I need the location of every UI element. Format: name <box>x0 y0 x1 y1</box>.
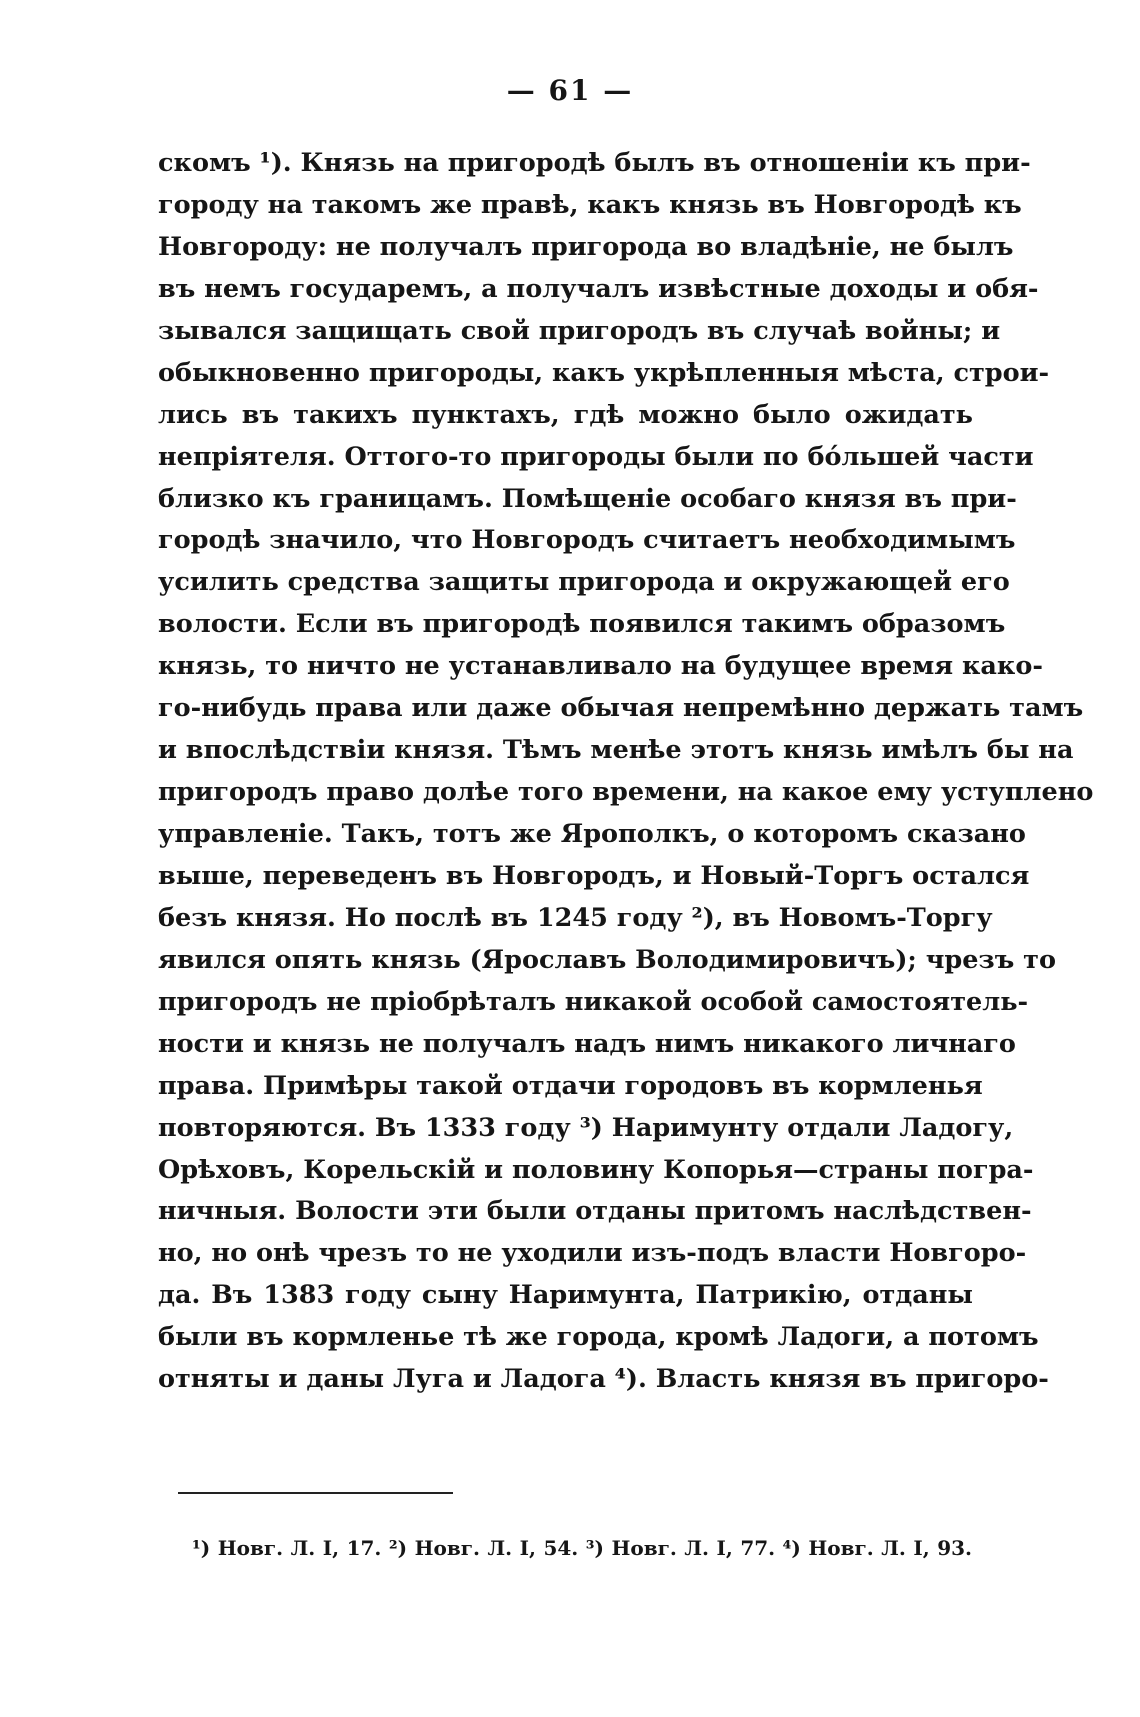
text-line: Орѣховъ, Корельскій и половину Копорья—страны погра- <box>158 1154 1034 1185</box>
text-line: отняты и даны Луга и Ладога ⁴). Власть князя въ пригоро- <box>158 1364 1049 1395</box>
text-line: го-нибудь права или даже обычая непремѣнно держать тамъ <box>158 693 1084 724</box>
text-line: были въ кормленье тѣ же города, кромѣ Ладоги, а потомъ <box>158 1322 1039 1353</box>
text-line: повторяются. Въ 1333 году ³) Наримунту отдали Ладогу, <box>158 1112 1014 1143</box>
footnotes: ¹) Новг. Л. I, 17. ²) Новг. Л. I, 54. ³) Новг. Л. I, 77. ⁴) Новг. Л. I, 93. <box>192 1536 972 1560</box>
text-line: и впослѣдствіи князя. Тѣмъ менѣе этотъ князь имѣлъ бы на <box>158 735 1074 766</box>
text-line: но, но онѣ чрезъ то не уходили изъ-подъ власти Новгоро- <box>158 1238 1027 1269</box>
text-line: пригородъ право долѣе того времени, на какое ему уступлено <box>158 777 1094 808</box>
text-line: лись въ такихъ пунктахъ, гдѣ можно было ожидать <box>158 399 973 430</box>
text-line: права. Примѣры такой отдачи городовъ въ кормленья <box>158 1070 983 1101</box>
text-line: городу на такомъ же правѣ, какъ князь въ Новгородѣ къ <box>158 189 1022 220</box>
text-line: да. Въ 1383 году сыну Наримунта, Патрикію, отданы <box>158 1280 973 1311</box>
text-line: ности и князь не получалъ надъ нимъ никакого личнаго <box>158 1028 1016 1059</box>
text-line: ничныя. Волости эти были отданы притомъ наслѣдствен- <box>158 1196 1032 1227</box>
text-line: пригородъ не пріобрѣталъ никакой особой самостоятель- <box>158 986 1029 1017</box>
footnote-divider <box>178 1492 453 1494</box>
text-line: въ немъ государемъ, а получалъ извѣстные доходы и обя- <box>158 273 1039 304</box>
text-line: выше, переведенъ въ Новгородъ, и Новый-Торгъ остался <box>158 860 1030 891</box>
text-line: явился опять князь (Ярославъ Володимировичъ); чрезъ то <box>158 944 1056 975</box>
text-line: скомъ ¹). Князь на пригородѣ былъ въ отношеніи къ при- <box>158 148 1031 178</box>
text-line: зывался защищать свой пригородъ въ случаѣ войны; и <box>158 315 1001 346</box>
text-line: князь, то ничто не устанавливало на будущее время како- <box>158 651 1043 682</box>
text-line: Новгороду: не получалъ пригорода во владѣніе, не былъ <box>158 231 1014 262</box>
text-line: непріятеля. Оттого-то пригороды были по бо́льшей части <box>158 441 1034 472</box>
text-line: безъ князя. Но послѣ въ 1245 году ²), въ Новомъ-Торгу <box>158 902 993 933</box>
body-text <box>158 143 1094 1401</box>
text-line: близко къ границамъ. Помѣщеніе особаго князя въ при- <box>158 483 1017 514</box>
text-line: обыкновенно пригороды, какъ укрѣпленныя мѣста, строи- <box>158 357 1050 388</box>
text-line: волости. Если въ пригородѣ появился такимъ образомъ <box>158 609 1006 640</box>
text-line: управленіе. Такъ, тотъ же Ярополкъ, о которомъ сказано <box>158 819 1026 849</box>
page-number: — 61 — <box>506 74 634 107</box>
text-line: усилить средства защиты пригорода и окружающей его <box>158 567 1010 598</box>
text-line: городѣ значило, что Новгородъ считаетъ необходимымъ <box>158 525 1016 556</box>
